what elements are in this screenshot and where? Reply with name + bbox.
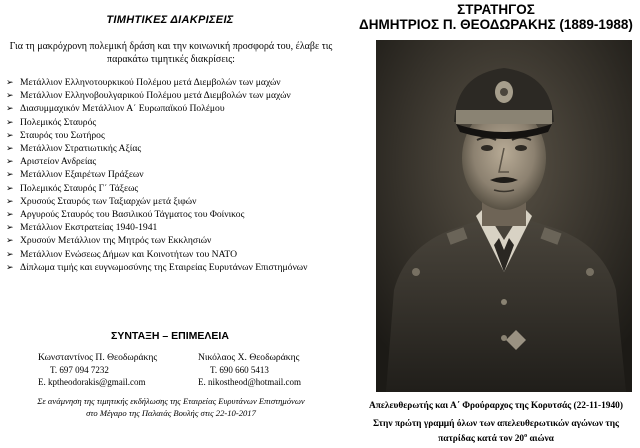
honor-item-text: Μετάλλιον Εκστρατείας 1940-1941 xyxy=(20,222,158,234)
arrowhead-bullet-icon: ➢ xyxy=(6,129,14,140)
honor-item xyxy=(6,142,336,155)
honor-item xyxy=(6,89,336,102)
honor-item xyxy=(6,116,336,129)
honor-item-text: Χρυσούς Σταυρός των Ταξιαρχών μετά ξιφών xyxy=(20,195,197,207)
editor-phone: Τ. 690 660 5413 xyxy=(210,365,269,375)
arrowhead-bullet-icon: ➢ xyxy=(6,169,14,180)
honor-item-text: Μετάλλιον Εξαιρέτων Πράξεων xyxy=(20,169,144,181)
dedication-text xyxy=(356,418,636,445)
honor-item-text: Μετάλλιον Στρατιωτικής Αξίας xyxy=(20,143,142,155)
honor-item-text: Διασυμμαχικόν Μετάλλιον Α΄ Ευρωπαϊκού Πολέμου xyxy=(20,103,225,115)
honor-item-text: Αργυρούς Σταυρός του Βασιλικού Τάγματος του Φοίνικος xyxy=(20,209,245,221)
editor-2 xyxy=(198,352,301,388)
editor-email: Ε. nikostheod@hotmail.com xyxy=(198,377,302,387)
rank-title: ΣΤΡΑΤΗΓΟΣ xyxy=(457,2,535,17)
arrowhead-bullet-icon: ➢ xyxy=(6,77,14,87)
arrowhead-bullet-icon: ➢ xyxy=(6,195,14,206)
honor-item-text: Χρυσούν Μετάλλιον της Μητρός των Εκκλησιών xyxy=(20,235,212,247)
honors-intro: Για τη μακρόχρονη πολεμική δράση και την κοινωνική προσφορά του, έλαβε τις παρακάτω τιμητικές διακρίσεις: xyxy=(9,41,333,65)
arrowhead-bullet-icon: ➢ xyxy=(6,209,14,220)
honor-item-text: Σταυρός του Σωτήρος xyxy=(20,129,105,141)
editing-title: ΣΥΝΤΑΞΗ – ΕΠΙΜΕΛΕΙΑ xyxy=(111,330,229,342)
honor-item-text: Πολεμικός Σταυρός xyxy=(20,116,97,128)
arrowhead-bullet-icon: ➢ xyxy=(6,182,14,193)
footnote-line-2: στο Μέγαρο της Παλαιάς Βουλής στις 22-10-2017 xyxy=(86,408,256,418)
honors-title: ΤΙΜΗΤΙΚΕΣ ΔΙΑΚΡΙΣΕΙΣ xyxy=(106,14,234,26)
arrowhead-bullet-icon: ➢ xyxy=(6,261,14,272)
arrowhead-bullet-icon: ➢ xyxy=(6,143,14,154)
honor-item-text: Μετάλλιον Ενώσεως Δήμων και Κοινοτήτων του ΝΑΤΟ xyxy=(20,248,238,260)
honor-item xyxy=(6,248,336,261)
honor-item xyxy=(6,195,336,208)
editor-1 xyxy=(38,352,157,388)
general-name-title: ΔΗΜΗΤΡΙΟΣ Π. ΘΕΟΔΩΡΑΚΗΣ (1889-1988) xyxy=(359,17,633,32)
dedication-end: αιώνα xyxy=(527,434,554,445)
portrait-panel xyxy=(352,0,640,448)
honor-item xyxy=(6,155,336,168)
honor-item xyxy=(6,208,336,221)
editor-phone: Τ. 697 094 7232 xyxy=(50,365,109,375)
honor-item xyxy=(6,261,336,274)
honor-item xyxy=(6,234,336,247)
honor-item xyxy=(6,182,336,195)
arrowhead-bullet-icon: ➢ xyxy=(6,222,14,233)
editor-email: Ε. kptheodorakis@gmail.com xyxy=(38,377,146,387)
honors-list xyxy=(6,76,336,274)
arrowhead-bullet-icon: ➢ xyxy=(6,156,14,167)
editor-name: Νικόλαος Χ. Θεοδωράκης xyxy=(198,352,300,363)
dedication-superscript: ο xyxy=(524,433,528,439)
footnote-line-1: Σε ανάμνηση της τιμητικής εκδήλωσης της Εταιρείας Ευρυτάνων Επιστημόνων xyxy=(37,396,305,406)
arrowhead-bullet-icon: ➢ xyxy=(6,103,14,114)
honor-item xyxy=(6,76,336,89)
honor-item-text: Αριστείον Ανδρείας xyxy=(20,156,97,168)
honor-item xyxy=(6,221,336,234)
dedication-main: Στην πρώτη γραμμή όλων των απελευθερωτικών αγώνων της πατρίδας κατά τον 20 xyxy=(373,419,619,445)
honor-item-text: Μετάλλιον Ελληνοβουλγαρικού Πολέμου μετά Διεμβολών των μαχών xyxy=(20,90,291,102)
honor-item xyxy=(6,129,336,142)
event-footnote xyxy=(6,395,336,419)
editor-name: Κωνσταντίνος Π. Θεοδωράκης xyxy=(38,352,158,363)
portrait-image-icon xyxy=(376,40,632,392)
arrowhead-bullet-icon: ➢ xyxy=(6,90,14,101)
honor-item-text: Πολεμικός Σταυρός Γ΄ Τάξεως xyxy=(20,182,139,194)
general-portrait-photo xyxy=(376,40,632,392)
arrowhead-bullet-icon: ➢ xyxy=(6,116,14,127)
photo-caption: Απελευθερωτής και Α΄ Φρούραρχος της Κορυτσάς (22-11-1940) xyxy=(369,401,623,411)
honor-item-text: Μετάλλιον Ελληνοτουρκικού Πολέμου μετά Διεμβολών των μαχών xyxy=(20,77,281,88)
honor-item-text: Δίπλωμα τιμής και ευγνωμοσύνης της Εταιρείας Ευρυτάνων Επιστημόνων xyxy=(20,261,308,273)
arrowhead-bullet-icon: ➢ xyxy=(6,248,14,259)
honor-item xyxy=(6,168,336,181)
arrowhead-bullet-icon: ➢ xyxy=(6,235,14,246)
honor-item xyxy=(6,102,336,115)
